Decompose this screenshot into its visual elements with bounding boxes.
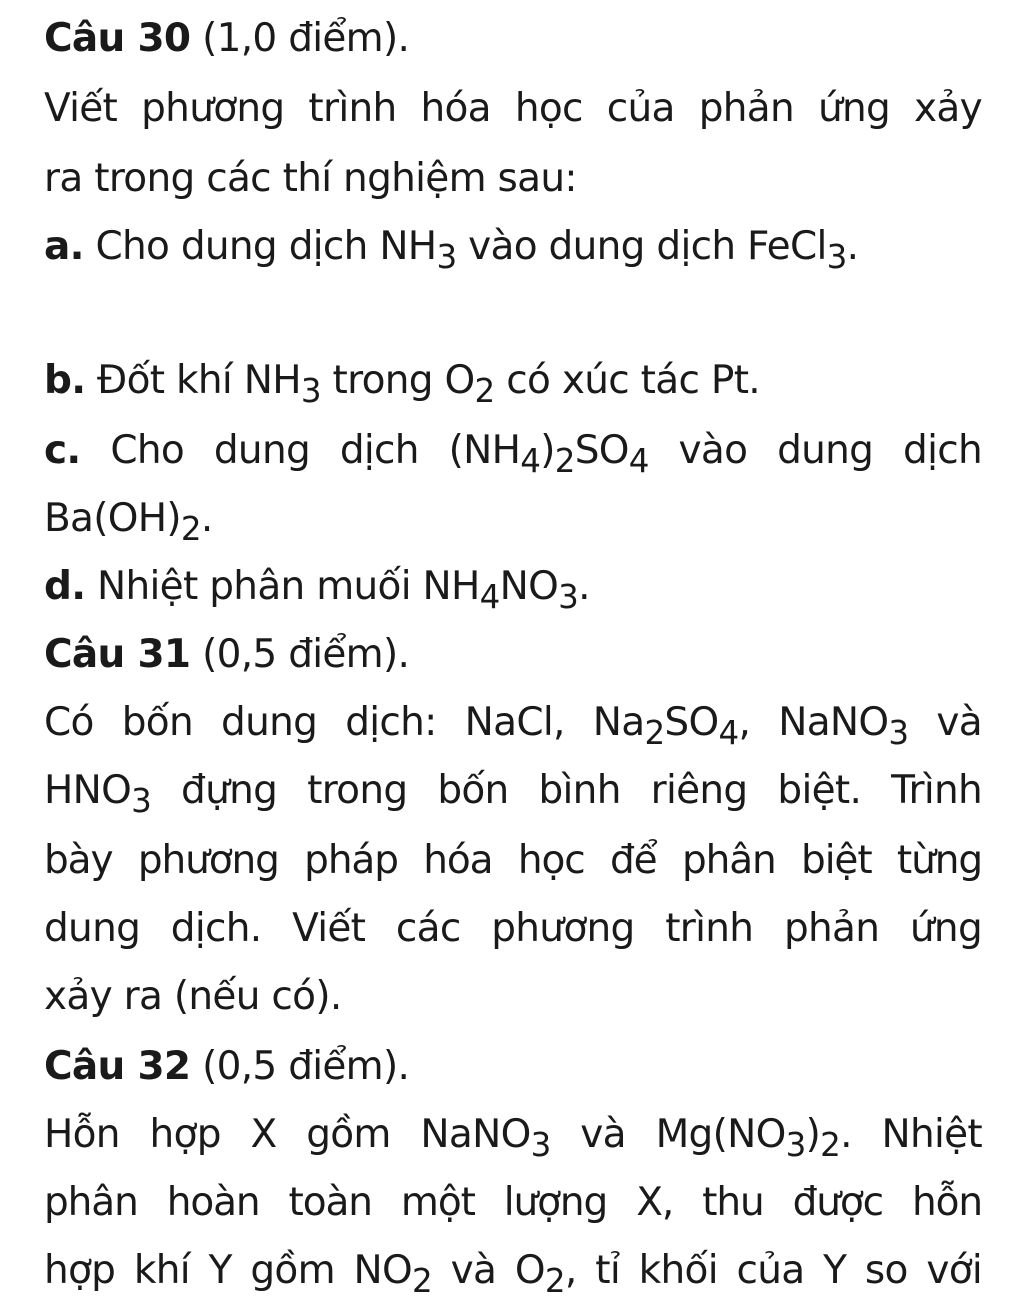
question-31-line-3: bày phương pháp hóa học để phân biệt từng	[44, 838, 982, 883]
item-c-line-2	[44, 484, 982, 554]
question-31-line-1-text-3: , NaNO	[738, 700, 889, 745]
item-c-subscript-3: 4	[628, 441, 649, 480]
item-b-text-2: trong O	[332, 358, 475, 403]
question-31-line-5: xảy ra (nếu có).	[44, 974, 342, 1019]
question-31-line-2	[44, 756, 982, 826]
item-c-label: c.	[44, 428, 81, 473]
item-c-line-1	[44, 416, 982, 486]
item-c-subscript-1: 4	[520, 441, 541, 480]
question-32-line-3-subscript-2: 2	[544, 1261, 565, 1300]
question-32-line-1-text-2: và Mg(NO	[580, 1112, 786, 1157]
question-31-points: (0,5 điểm).	[202, 632, 410, 677]
question-32-line-1-subscript-2: 3	[785, 1125, 806, 1164]
item-c-subscript-2: 2	[554, 441, 575, 480]
question-32-line-1-text-1: Hỗn hợp X gồm NaNO	[44, 1112, 531, 1157]
question-32-points: (0,5 điểm).	[202, 1044, 410, 1089]
question-30-intro-line-2: ra trong các thí nghiệm sau:	[44, 156, 577, 201]
item-b-text-1: Đốt khí NH	[97, 358, 301, 403]
item-b-text-3: có xúc tác Pt.	[506, 358, 761, 403]
question-32-heading	[44, 1032, 982, 1102]
question-32-line-1	[44, 1100, 982, 1170]
question-31-line-2-text-2: đựng trong bốn bình riêng biệt. Trình	[181, 768, 982, 813]
item-c-line-2-subscript-1: 2	[180, 509, 201, 548]
item-d-text-1: Nhiệt phân muối NH	[97, 564, 480, 609]
question-31-line-1-text-1: Có bốn dung dịch: NaCl, Na	[44, 700, 645, 745]
item-a-text-1: Cho dung dịch NH	[95, 224, 437, 269]
item-a-label: a.	[44, 224, 84, 269]
item-a-subscript-1: 3	[436, 237, 457, 276]
question-31-line-1-subscript-2: 4	[718, 713, 739, 752]
question-31-line-1-text-4: và	[936, 700, 982, 745]
item-b-label: b.	[44, 358, 86, 403]
item-c-text-2: )	[540, 428, 555, 473]
question-30-intro-line-1: Viết phương trình hóa học của phản ứng xảy	[44, 86, 982, 131]
question-32-line-1-subscript-1: 3	[530, 1125, 551, 1164]
question-31-line-4: dung dịch. Viết các phương trình phản ứng	[44, 906, 982, 951]
document-page	[44, 0, 982, 1300]
question-32-line-3-text-1: hợp khí Y gồm NO	[44, 1248, 413, 1293]
item-d-label: d.	[44, 564, 86, 609]
question-32-label: Câu 32	[44, 1044, 191, 1089]
question-31-line-2-text-1: HNO	[44, 768, 132, 813]
question-32-line-1-text-3: )	[805, 1112, 821, 1157]
question-31-heading	[44, 620, 982, 690]
item-c-text-1: Cho dung dịch (NH	[110, 428, 521, 473]
question-30-label: Câu 30	[44, 16, 191, 61]
item-d-text-3: .	[578, 564, 590, 609]
item-b-subscript-2: 2	[474, 371, 495, 410]
question-31-label: Câu 31	[44, 632, 191, 677]
item-c-line-2-text-1: Ba(OH)	[44, 496, 181, 541]
question-32-line-3	[44, 1236, 982, 1306]
question-32-line-2: phân hoàn toàn một lượng X, thu được hỗn	[44, 1180, 982, 1225]
question-32-line-3-text-2: và O	[450, 1248, 545, 1293]
question-32-line-3-text-3: , tỉ khối của Y so với	[564, 1248, 982, 1293]
item-d-text-2: NO	[499, 564, 559, 609]
item-c-text-3: SO	[574, 428, 629, 473]
question-31-line-2-subscript-1: 3	[131, 781, 152, 820]
question-32-line-1-text-4: . Nhiệt	[840, 1112, 982, 1157]
item-d	[44, 552, 982, 622]
item-b	[44, 346, 982, 416]
question-31-line-1-text-2: SO	[664, 700, 719, 745]
item-d-subscript-1: 4	[479, 577, 500, 616]
item-b-subscript-1: 3	[300, 371, 321, 410]
item-d-subscript-2: 3	[558, 577, 579, 616]
question-31-line-1-subscript-3: 3	[888, 713, 909, 752]
item-c-text-4: vào dung dịch	[678, 428, 982, 473]
item-a-text-2: vào dung dịch FeCl	[468, 224, 827, 269]
item-a	[44, 212, 982, 282]
question-30-points: (1,0 điểm).	[202, 16, 410, 61]
question-30-heading	[44, 4, 982, 74]
item-a-text-3: .	[846, 224, 859, 269]
question-32-line-1-subscript-3: 2	[820, 1125, 841, 1164]
item-a-subscript-2: 3	[826, 237, 847, 276]
item-c-line-2-text-2: .	[200, 496, 213, 541]
question-31-line-1-subscript-1: 2	[644, 713, 665, 752]
question-32-line-3-subscript-1: 2	[412, 1261, 432, 1300]
question-31-line-1	[44, 688, 982, 758]
